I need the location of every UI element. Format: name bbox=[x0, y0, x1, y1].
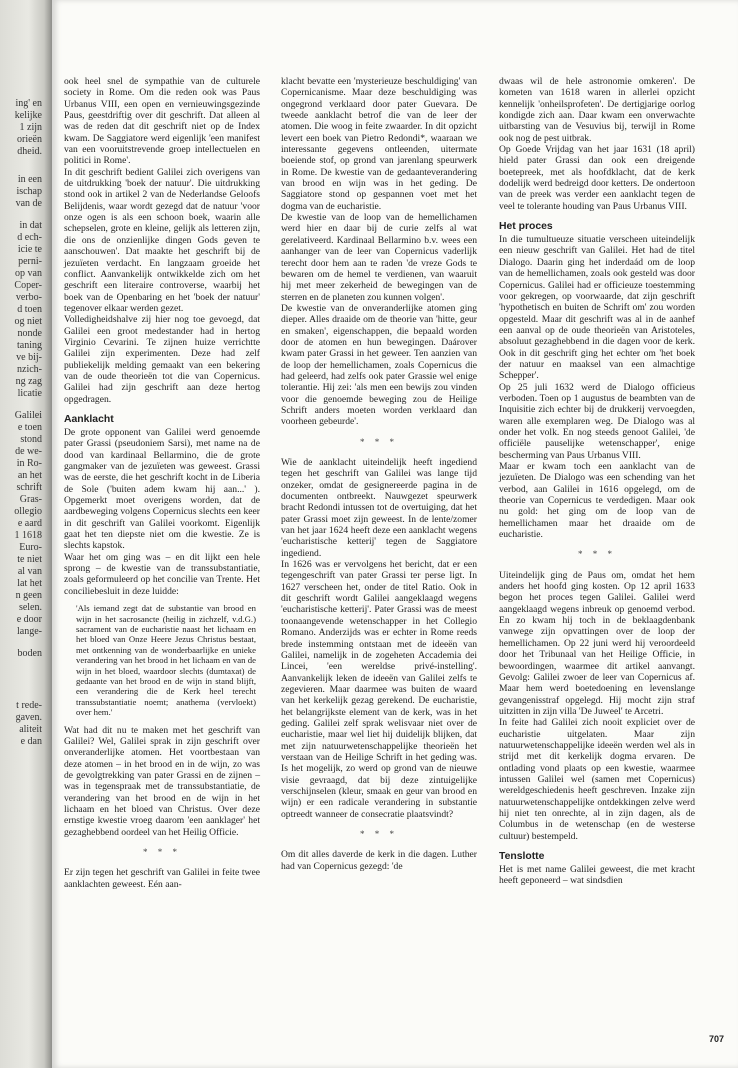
gutter-text-fragment: Euro- bbox=[19, 542, 42, 553]
paragraph: Volledigheidshalve zij hier nog toe gevoegd, dat Galilei een groot medestander had in hertog Virginio Cevarini. Te zijnen huize verrichtte Galilei zijn experimenten. Deze had zelf publiekelijk melding gemaakt van een bekering van de oude theorieën tot die van Copernicus. Galilei had zijn geschrift aan deze hertog opgedragen. bbox=[64, 314, 260, 405]
gutter-text-fragment: d ech- bbox=[17, 232, 42, 243]
gutter-text-fragment: Coper- bbox=[14, 280, 42, 291]
paragraph: De grote opponent van Galilei werd genoemde pater Grassi (pseudoniem Sarsi), met name na de dood van kardinaal Bellarmino, die de grote gangmaker van de jezuïeten was geweest. Grassi was de eerste, die het geschrift kocht in de Liberia de Sole ('buiten adem kwam hij aan...' ). Opgemerkt moet overigens worden, dat de aardbeweging volgens Copernicus slechts een keer in dit geschrift van Galilei voorkomt. Eigenlijk gaat het ten diepste niet om die kwestie. Ze is slechts kapstok. bbox=[64, 426, 260, 552]
paragraph: Wie de aanklacht uiteindelijk heeft ingediend tegen het geschrift van Galilei was lange tijd onzeker, omdat de gesignereerde pagina in de documenten ontbreekt. Nauwgezet speurwerk bracht Redondi intussen tot de overtuiging, dat het pater Grassi moet zijn geweest. In de lente/zomer van het jaar 1624 heeft deze een aanklacht wegens 'eucharistische ketterij' tegen de Saggiatore ingediend. bbox=[281, 457, 477, 559]
paragraph: klacht bevatte een 'mysterieuze beschuldiging' van Copernicanisme. Maar deze beschuldiging was ongegrond verklaard door pater Guevara. De tweede aanklacht betrof die van de leer der atomen. Die woog in feite zwaarder. In dit opzicht levert een boek van Pietro Redondi*, waaraan we interessante gegevens ontleenden, uitermate boeiende stof, op grond van jarenlang speurwerk in Rome. De kwestie van de gedaanteverandering van brood en wijn was in het geding. De Saggiatore stond op gespannen voet met het dogma van de eucharistie. bbox=[281, 76, 477, 212]
paragraph: In 1626 was er vervolgens het bericht, dat er een tegengeschrift van pater Grassi ter perse ligt. In 1627 verscheen het, onder de titel Ratio. Ook in dit geschrift wordt Galilei aangeklaagd wegens 'eucharistische ketterij'. Pater Grassi was de meest toonaangevende wetenschapper in het Collegio Romano. Anderzijds was er echter in Rome reeds brede instemming ontstaan met de ideeën van Galilei, namelijk in de zogeheten Accademia dei Lincei, 'een wereldse privé-instelling'. Aanvankelijk leken de ideeën van Galilei zelfs te zegevieren. Maar daarmee was buiten de waard van het kerkelijk gezag gerekend. De eucharistie, het belangrijkste element van de kerk, was in het geding. Galilei zelf sprak welisvaar niet over de eucharistie, maar wel liet hij duidelijk blijken, dat met zijn natuurwetenschappelijke theorieën het verstaan van de Heilige Schrift in het geding was. Is het mogelijk, zo werd op grond van de nieuwe visie gevraagd, dat bij deze zintuigelijke verschijnselen (kleur, smaak en geur van brood en wijn) er een radicale verandering in substantie optreedt wanneer de consecratie plaatsvindt? bbox=[281, 559, 477, 820]
paragraph: In feite had Galilei zich nooit expliciet over de eucharistie uitgelaten. Maar zijn natuurwetenschappelijke ideeën werden wel als in strijd met dit kerkelijk dogma ervaren. De ontlading vond plaats op een kwestie, waarmee intussen Galilei wel (samen met Copernicus) wereldgeschiedenis heeft geschreven. Inzake zijn natuurwetenschappelijke ontdekkingen zelve werd hij niet ten onrechte, al in zijn dagen, als de Columbus in de wetenschap (en de westerse cultuur) bestempeld. bbox=[499, 717, 695, 842]
section-separator: * * * bbox=[360, 829, 398, 839]
gutter-text-fragment: n geen bbox=[15, 590, 42, 601]
gutter-text-fragment: in Ro- bbox=[16, 458, 42, 469]
paragraph: De kwestie van de onveranderlijke atomen ging dieper. Alles draaide om de theorie van 'hitte, geur en smaken', eigenschappen, die bepaald worden door de atomen en hun bewegingen. Daárover kwam pater Grassi in het geweer. Ten aanzien van de loop der hemellichamen, zoals Copernicus die had geleerd, had zelfs ook pater Grassie wel enige tolerantie. Hij zei: 'als men een bewijs zou vinden voor die genoemde beweging zou de Heilige Schrift anders moeten worden verklaard dan voorheen gebeurde'. bbox=[281, 302, 477, 428]
section-separator: * * * bbox=[143, 847, 181, 858]
paragraph: Uiteindelijk ging de Paus om, omdat het hem anders het hoofd ging kosten. Op 12 april 1633 begon het proces tegen Galilei. Galilei werd aangeklaagd wegens inbreuk op genoemd verbod. En zo kwam hij toch in de beklaagdenbank vanwege zijn opvattingen over de loop der hemellichamen. Op 22 juni werd hij veroordeeld door het Tribunaal van het Heilige Officie, in bewoordingen, waarmee dit artikel aanvangt. Gevolg: Galilei zwoer de leer van Copernicus af. Maar hem werd boetedoening en levenslange gevangenisstraf opgelegd. Hij mocht zijn straf uitzitten in zijn villa 'De Juweel' te Arcetri. bbox=[499, 569, 695, 717]
previous-page-gutter bbox=[0, 0, 52, 1068]
gutter-text-fragment: t rede- bbox=[16, 700, 42, 711]
gutter-text-fragment: orieën bbox=[17, 134, 42, 145]
gutter-text-fragment: e dan bbox=[20, 736, 42, 747]
gutter-text-fragment: taning bbox=[17, 340, 42, 351]
gutter-text-fragment: d toen bbox=[17, 304, 42, 315]
gutter-text-fragment: ing' en bbox=[15, 98, 42, 109]
gutter-text-fragment: van de bbox=[15, 198, 42, 209]
paragraph: Om dit alles daverde de kerk in die dagen. Luther had van Copernicus gezegd: 'de bbox=[281, 849, 477, 872]
gutter-text-fragment: e aard bbox=[17, 518, 42, 529]
gutter-text-fragment: ve bij- bbox=[16, 352, 42, 363]
gutter-text-fragment: verbo- bbox=[15, 292, 42, 303]
gutter-text-fragment: licatie bbox=[17, 388, 42, 399]
gutter-text-fragment: e toen bbox=[17, 422, 42, 433]
gutter-text-fragment: nonde bbox=[17, 328, 42, 339]
gutter-text-fragment: selen. bbox=[18, 602, 42, 613]
paragraph: De kwestie van de loop van de hemellichamen werd hier en daar bij de curie zelfs al wat gerelativeerd. Kardinaal Bellarmino b.v. wees een aanhanger van de leer van Copernicus vaderlijk terecht door hem aan te raden 'de vreze Gods te bewaren om de hemel te verdienen, van waaruit hij met meer zekerheid de bewegingen van de sterren en de planeten zou kunnen volgen'. bbox=[281, 212, 477, 303]
paragraph: In dit geschrift bedient Galilei zich overigens van de uitdrukking 'boek der natuur'. Die uitdrukking stond ook in artikel 2 van de Nederlandse Geloofs Belijdenis, waar wordt gezegd dat de natuur 'voor onze ogen is als een schoon boek, waarin alle schepselen, grote en kleine, gelijk als letteren zijn, die ons de onzienlijke dingen Gods geven te aanschouwen'. Dat maakte het geschrift bij de jezuïeten verdacht. En langzaam groeide het conflict. Aanvankelijk ontwikkelde zich om het geschrift een literaire controverse, waarbij het boek van de Openbaring en het 'boek der natuur' tegenover elkaar werden gezet. bbox=[64, 166, 260, 314]
gutter-text-fragment: dheid. bbox=[17, 146, 42, 157]
gutter-text-fragment: kelijke bbox=[14, 110, 42, 121]
gutter-text-fragment: gaven. bbox=[15, 712, 42, 723]
gutter-text-fragment: de we- bbox=[15, 446, 42, 457]
paragraph: Er zijn tegen het geschrift van Galilei in feite twee aanklachten geweest. Eén aan- bbox=[64, 867, 260, 890]
gutter-text-fragment: te niet bbox=[17, 554, 42, 565]
gutter-text-fragment: perni- bbox=[18, 256, 42, 267]
gutter-text-fragment: ischap bbox=[16, 186, 42, 197]
section-separator: * * * bbox=[578, 549, 616, 560]
paragraph: ook heel snel de sympathie van de culturele society in Rome. Om die reden ook was Paus Urbanus VIII, een open en vernieuwingsgezinde Paus, geestdriftig over dit geschrift. Dat alleen al was de reden dat dit geschrift niet op de Index kwam. De Saggiatore werd eigenlijk 'een manifest van een vooruitstrevende groep intellectuelen en politici in Rome'. bbox=[64, 76, 260, 167]
gutter-text-fragment: schrift bbox=[16, 482, 42, 493]
gutter-text-fragment: icie te bbox=[17, 244, 42, 255]
gutter-text-fragment: og niet bbox=[14, 316, 42, 327]
gutter-text-fragment: Gras- bbox=[19, 494, 42, 505]
section-heading-aanklacht: Aanklacht bbox=[64, 413, 114, 425]
gutter-text-fragment: stond bbox=[20, 434, 42, 445]
gutter-text-fragment: ng zag bbox=[15, 376, 42, 387]
paragraph: dwaas wil de hele astronomie omkeren'. De kometen van 1618 waren in allerlei opzicht kennelijk 'onheilsprofeten'. De dertigjarige oorlog kondigde zich aan. Daar kwam een onverwachte uitbarsting van de Vesuvius bij, terwijl in Rome ook nog de pest uitbrak. bbox=[499, 76, 695, 144]
gutter-text-fragment: lat het bbox=[17, 578, 42, 589]
gutter-text-fragment: 1 1618 bbox=[14, 530, 42, 541]
block-quote: 'Als iemand zegt dat de substantie van brood en wijn in het sacrosancte (heilig in zichzelf, v.d.G.) sacrament van de eucharistie naast het lichaam en het bloed van Onze Heere Jezus Christus bestaat, met ontkenning van de wonderbaarlijke en unieke verandering van het brood in het lichaam en van de wijn in het bloed, waardoor slechts (dumtaxat) de gedaante van het brood en de wijn in stand blijft, een verandering die de Kerk heel terecht transsubstantiatie noemt; anathema (vervloekt) over hem.' bbox=[76, 603, 256, 718]
paragraph: Het is met name Galilei geweest, die met kracht heeft geponeerd – wat sindsdien bbox=[499, 864, 695, 887]
gutter-text-fragment: e door bbox=[16, 614, 42, 625]
gutter-text-fragment: lange- bbox=[17, 626, 42, 637]
gutter-text-fragment: al van bbox=[17, 566, 42, 577]
column-1 bbox=[64, 76, 260, 890]
paragraph: Op 25 juli 1632 werd de Dialogo officieus verboden. Toen op 1 augustus de beambten van de Inquisitie zich echter bij de drukkerij vervoegden, waren alle exemplaren weg. De Dialogo was al onder het volk. En nog steeds genoot Galilei, 'de officiële pauselijke wetenschapper', enige bescherming van Paus Urbanus VIII. bbox=[499, 381, 695, 461]
paragraph: Wat had dit nu te maken met het geschrift van Galilei? Wel, Galilei sprak in zijn geschrift over onveranderlijke atomen. Het voortbestaan van deze atomen – in het brood en in de wijn, zo was de gevolgtrekking van pater Grassi en de zijnen – was in tegenspraak met de transsubstantiatie, de verandering van het brood en de wijn in het lichaam en het bloed van Christus. Over deze ernstige kwestie vroeg daarom 'een aanklager' het gezaghebbend oordeel van het Heilig Officie. bbox=[64, 724, 260, 838]
column-2 bbox=[281, 76, 477, 872]
gutter-text-fragment: an het bbox=[17, 470, 42, 481]
paragraph: In die tumultueuze situatie verscheen uiteindelijk een nieuw geschrift van Galilei. Het had de titel Dialogo. Daarin ging het inderdaád om de loop van de hemellichamen, zoals ook gesteld was door Copernicus. Galilei had er officieuze toestemming voor gekregen, op voorwaarde, dat zijn geschrift 'hypothetisch en buiten de Schrift om' zou worden opgesteld. Maar dit geschrift was al in de aanhef een aanval op de oude theorieën van Aristoteles, absoluut gezaghebbend in die dagen voor de kerk. Ook in dit geschrift ging het echter om 'het boek der natuur en maaksel van een almachtige Schepper'. bbox=[499, 234, 695, 382]
column-3 bbox=[499, 76, 695, 887]
gutter-text-fragment: nzich- bbox=[17, 364, 42, 375]
gutter-text-fragment: 1 zijn bbox=[19, 122, 42, 133]
paragraph: Maar er kwam toch een aanklacht van de jezuïeten. De Dialogo was een schending van het verbod, aan Galilei in 1616 opgelegd, om de theorie van Copernicus te verdedigen. Maar ook nu gold: het ging om de loop van de hemellichamen maar het draaide om de eucharistie. bbox=[499, 461, 695, 541]
paragraph: Op Goede Vrijdag van het jaar 1631 (18 april) hield pater Grassi dan ook een dreigende boetepreek, met als hoofdklacht, dat de kerk dodelijk werd bedreigd door ketters. De ondertoon van de preek was verder een aanklacht tegen de veel te tolerante houding van Paus Urbanus VIII. bbox=[499, 144, 695, 212]
gutter-text-fragment: boden bbox=[17, 648, 42, 659]
section-heading-het-proces: Het proces bbox=[499, 221, 553, 233]
section-separator: * * * bbox=[360, 436, 398, 447]
gutter-text-fragment: ollegio bbox=[14, 506, 42, 517]
gutter-text-fragment: aliteit bbox=[19, 724, 42, 735]
gutter-text-fragment: op van bbox=[15, 268, 42, 279]
gutter-text-fragment: in een bbox=[17, 174, 42, 185]
gutter-text-fragment: in dat bbox=[19, 220, 42, 231]
magazine-page bbox=[52, 0, 738, 1068]
paragraph: Waar het om ging was – en dit lijkt een hele sprong – de kwestie van de transsubstantiatie, zoals geformuleerd op het concilie van Trente. Het conciliebesluit in deze luidde: bbox=[64, 551, 260, 597]
gutter-text-fragment: Galilei bbox=[14, 410, 42, 421]
section-heading-tenslotte: Tenslotte bbox=[499, 851, 545, 862]
page-number: 707 bbox=[708, 1034, 724, 1044]
